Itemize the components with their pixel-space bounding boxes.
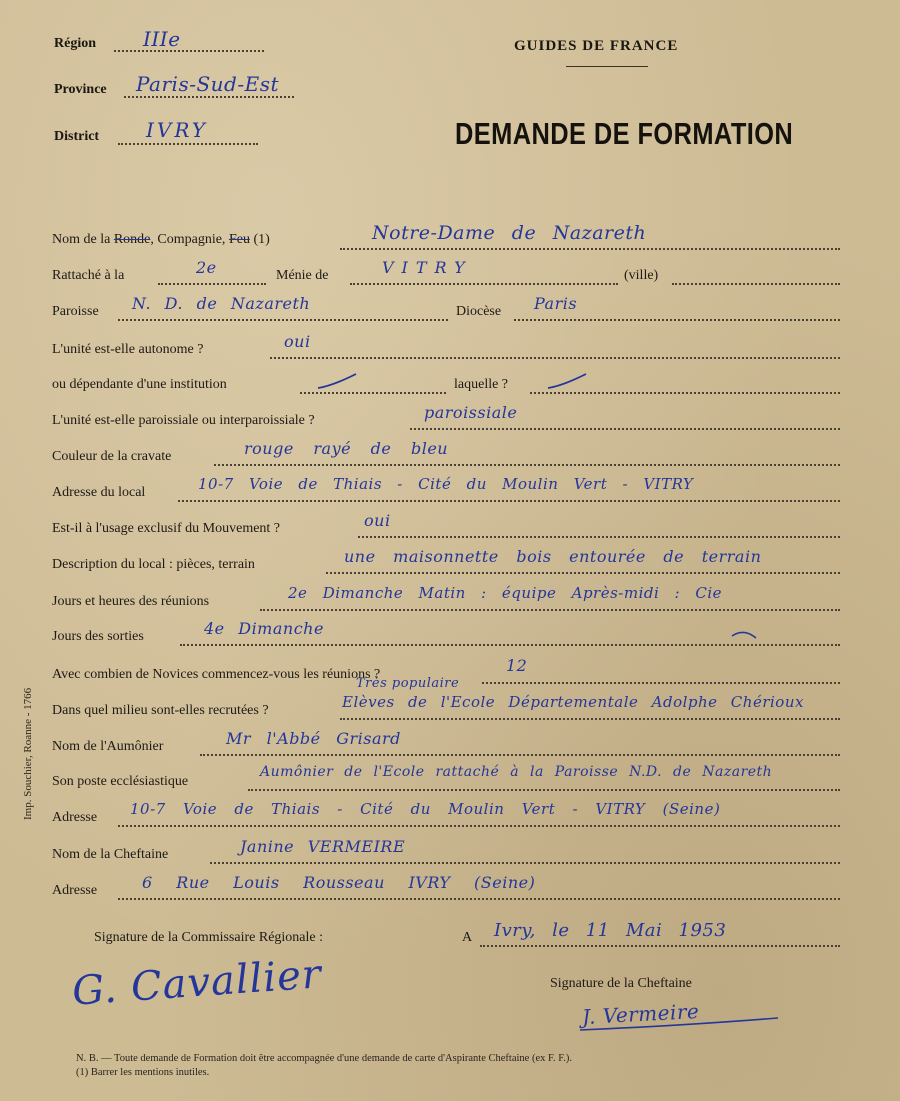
nom-label-prefix: Nom de la xyxy=(52,232,114,247)
reunions-value[interactable]: 2e Dimanche Matin : équipe Après-midi : Cie xyxy=(288,584,723,602)
menie-dots xyxy=(350,283,618,285)
diocese-label: Diocèse xyxy=(456,304,502,319)
cravate-value[interactable]: rouge rayé de bleu xyxy=(244,439,449,458)
nb-note: N. B. — Toute demande de Formation doit être accompagnée d'une demande de carte d'Aspirante Cheftaine (ex F. F.). xyxy=(76,1053,572,1064)
adresse-aumonier-label: Adresse xyxy=(52,810,98,825)
description-dots xyxy=(326,572,840,574)
dependante-dash-mark xyxy=(316,372,360,392)
laquelle-label: laquelle ? xyxy=(454,377,509,392)
novices-label: Avec combien de Novices commencez-vous les réunions ? xyxy=(52,667,381,682)
province-dots xyxy=(124,96,294,98)
rattache-value[interactable]: 2e xyxy=(196,258,217,277)
organization-name: GUIDES DE FRANCE xyxy=(514,38,679,54)
paroissiale-value[interactable]: paroissiale xyxy=(424,403,518,422)
cheftaine-label: Nom de la Cheftaine xyxy=(52,847,169,862)
cheftaine-dots xyxy=(210,862,840,864)
paroisse-value[interactable]: N. D. de Nazareth xyxy=(132,294,311,313)
menie-label: Ménie de xyxy=(276,268,329,283)
place-prefix: A xyxy=(462,930,473,945)
nom-dots xyxy=(340,248,840,250)
dependante-label: ou dépendante d'une institution xyxy=(52,377,227,392)
usage-value[interactable]: oui xyxy=(364,511,391,530)
adresse-aumonier-value[interactable]: 10-7 Voie de Thiais - Cité du Moulin Vert - VITRY (Seine) xyxy=(130,800,721,818)
diocese-dots xyxy=(514,319,840,321)
aumonier-dots xyxy=(200,754,840,756)
autonome-value[interactable]: oui xyxy=(284,332,311,351)
milieu-dots xyxy=(340,718,840,720)
province-value[interactable]: Paris-Sud-Est xyxy=(136,72,280,96)
rattache-label: Rattaché à la xyxy=(52,268,125,283)
cravate-label: Couleur de la cravate xyxy=(52,449,172,464)
description-label: Description du local : pièces, terrain xyxy=(52,557,255,572)
description-value[interactable]: une maisonnette bois entourée de terrain xyxy=(344,547,762,566)
place-date-value[interactable]: Ivry, le 11 Mai 1953 xyxy=(494,920,727,941)
sorties-arrow-mark xyxy=(730,624,760,644)
adresse-local-dots xyxy=(178,500,840,502)
novices-dots xyxy=(482,682,840,684)
rattache-dots xyxy=(158,283,266,285)
place-date-dots xyxy=(480,945,840,947)
adresse-cheftaine-value[interactable]: 6 Rue Louis Rousseau IVRY (Seine) xyxy=(142,873,536,892)
adresse-aumonier-dots xyxy=(118,825,840,827)
organization-rule xyxy=(566,66,648,67)
reunions-dots xyxy=(260,609,840,611)
nom-label-feu: Feu xyxy=(228,232,250,247)
adresse-local-label: Adresse du local xyxy=(52,485,146,500)
paroissiale-label: L'unité est-elle paroissiale ou interparoissiale ? xyxy=(52,413,315,428)
commissaire-signature-label: Signature de la Commissaire Régionale : xyxy=(94,930,324,945)
reunions-label: Jours et heures des réunions xyxy=(52,594,210,609)
ville-label: (ville) xyxy=(624,268,659,283)
district-value[interactable]: IVRY xyxy=(146,118,208,142)
paroissiale-dots xyxy=(410,428,840,430)
sorties-value[interactable]: 4e Dimanche xyxy=(204,619,324,638)
poste-dots xyxy=(248,789,840,791)
menie-value[interactable]: VITRY xyxy=(382,258,473,277)
province-label: Province xyxy=(54,82,107,97)
printer-mark: Imp. Souchier, Roanne - 1766 xyxy=(22,687,34,820)
nom-label-note: (1) xyxy=(249,232,270,247)
poste-value[interactable]: Aumônier de l'Ecole rattaché à la Paroisse N.D. de Nazareth xyxy=(260,764,773,780)
nom-label-ronde: Ronde xyxy=(113,232,151,247)
region-value[interactable]: IIIe xyxy=(143,27,181,51)
sorties-label: Jours des sorties xyxy=(52,629,144,644)
dependante-dots xyxy=(300,392,446,394)
nom-value[interactable]: Notre-Dame de Nazareth xyxy=(372,222,647,244)
cheftaine-value[interactable]: Janine VERMEIRE xyxy=(240,837,406,856)
nom-label xyxy=(52,232,270,248)
district-label: District xyxy=(54,129,100,144)
district-dots xyxy=(118,143,258,145)
laquelle-dash-mark xyxy=(546,372,590,392)
ville-dots xyxy=(672,283,840,285)
diocese-value[interactable]: Paris xyxy=(534,294,578,313)
cheftaine-signature-label: Signature de la Cheftaine xyxy=(550,976,692,991)
milieu-value[interactable]: Elèves de l'Ecole Départementale Adolphe Chérioux xyxy=(342,693,804,711)
laquelle-dots xyxy=(530,392,840,394)
aumonier-value[interactable]: Mr l'Abbé Grisard xyxy=(226,729,401,748)
usage-dots xyxy=(358,536,840,538)
milieu-value-above[interactable]: Très populaire xyxy=(356,676,460,691)
form-title: DEMANDE DE FORMATION xyxy=(455,116,794,151)
cravate-dots xyxy=(214,464,840,466)
usage-label: Est-il à l'usage exclusif du Mouvement ? xyxy=(52,521,281,536)
paroisse-dots xyxy=(118,319,448,321)
poste-label: Son poste ecclésiastique xyxy=(52,774,189,789)
region-dots xyxy=(114,50,264,52)
region-label: Région xyxy=(54,36,96,51)
commissaire-signature: G. Cavallier xyxy=(70,951,324,1015)
adresse-cheftaine-label: Adresse xyxy=(52,883,98,898)
nom-label-compagnie: , Compagnie, xyxy=(150,232,229,247)
paroisse-label: Paroisse xyxy=(52,304,99,319)
autonome-label: L'unité est-elle autonome ? xyxy=(52,342,204,357)
cheftaine-signature: J. Vermeire xyxy=(581,998,700,1030)
sorties-dots xyxy=(180,644,840,646)
adresse-cheftaine-dots xyxy=(118,898,840,900)
autonome-dots xyxy=(270,357,840,359)
aumonier-label: Nom de l'Aumônier xyxy=(52,739,164,754)
cheftaine-signature-underline xyxy=(576,1014,782,1034)
adresse-local-value[interactable]: 10-7 Voie de Thiais - Cité du Moulin Vert - VITRY xyxy=(198,475,694,493)
barrer-note: (1) Barrer les mentions inutiles. xyxy=(76,1067,210,1078)
milieu-label: Dans quel milieu sont-elles recrutées ? xyxy=(52,703,269,718)
novices-value[interactable]: 12 xyxy=(506,656,528,675)
